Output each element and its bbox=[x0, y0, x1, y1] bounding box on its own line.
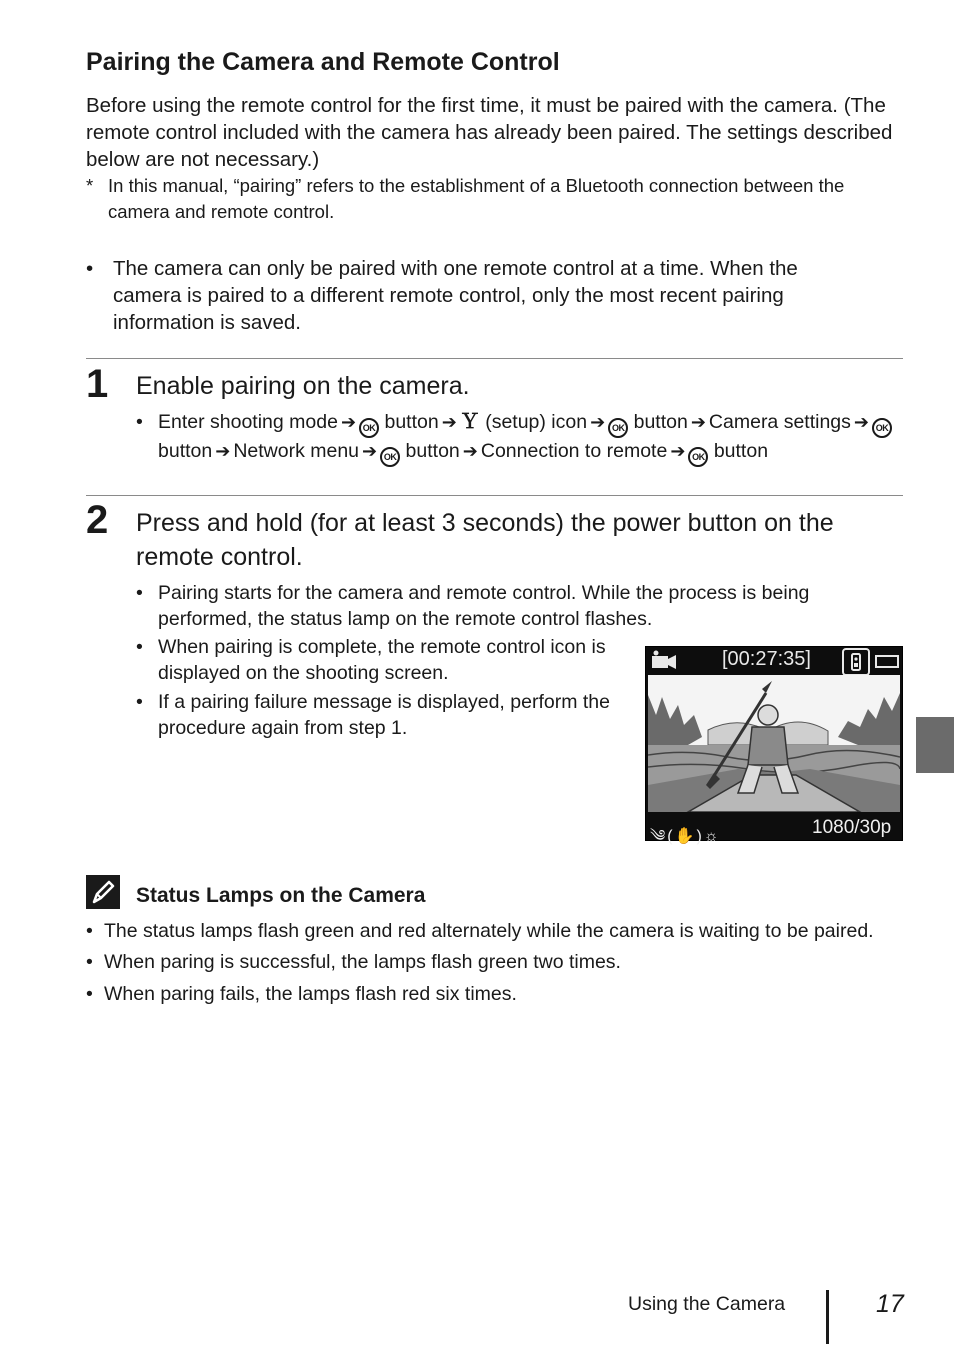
chapter-tab bbox=[916, 717, 954, 773]
bullet-text: The status lamps flash green and red alternately while the camera is waiting to be paired. bbox=[104, 920, 874, 942]
bullet-dot: • bbox=[136, 691, 143, 713]
bullet-dot: • bbox=[86, 920, 93, 942]
bullet-dot: • bbox=[136, 582, 143, 604]
ok-button-icon: OK bbox=[872, 418, 892, 438]
path-text: button bbox=[384, 411, 439, 433]
ok-button-icon: OK bbox=[688, 447, 708, 467]
path-network-menu: Network menu bbox=[233, 440, 360, 462]
path-setup-icon: (setup) icon bbox=[485, 411, 588, 433]
status-icons bbox=[650, 818, 721, 863]
remote-control-icon bbox=[842, 648, 870, 676]
section-title: Pairing the Camera and Remote Control bbox=[86, 48, 560, 76]
bullet-text: When pairing is complete, the remote control icon is displayed on the shooting screen. bbox=[158, 636, 606, 684]
footnote bbox=[86, 173, 901, 225]
memo-bullet bbox=[86, 918, 906, 944]
footnote-marker: * bbox=[86, 175, 94, 196]
note-pencil-icon bbox=[86, 875, 120, 909]
footer-section-label: Using the Camera bbox=[628, 1293, 786, 1315]
bullet-text: The camera can only be paired with one remote control at a time. When the camera is paired to a different remote control, only the most recent pairing information is saved. bbox=[113, 257, 798, 334]
memo-bullet bbox=[86, 981, 906, 1007]
arrow-right-icon: ➔ bbox=[215, 441, 231, 461]
arrow-right-icon: ➔ bbox=[853, 412, 869, 432]
arrow-right-icon: ➔ bbox=[670, 441, 686, 461]
step-1-heading: Enable pairing on the camera. bbox=[136, 372, 470, 400]
arrow-right-icon: ➔ bbox=[690, 412, 706, 432]
arrow-right-icon: ➔ bbox=[462, 441, 478, 461]
movie-record-icon bbox=[651, 650, 677, 670]
path-text: button bbox=[633, 411, 688, 433]
step-2-bullet bbox=[136, 634, 616, 686]
vibration-reduction-icon: (✋) bbox=[667, 828, 704, 845]
path-camera-settings: Camera settings bbox=[708, 411, 851, 433]
wrench-icon: Ｙ bbox=[459, 411, 480, 433]
bullet-text: If a pairing failure message is displayed, perform the procedure again from step 1. bbox=[158, 691, 610, 739]
wind-noise-icon: ༄ bbox=[650, 828, 668, 845]
bullet-dot: • bbox=[86, 951, 93, 973]
arrow-right-icon: ➔ bbox=[590, 412, 606, 432]
arrow-right-icon: ➔ bbox=[340, 412, 357, 432]
shooting-screen bbox=[645, 646, 903, 845]
arrow-right-icon: ➔ bbox=[362, 441, 378, 461]
ok-button-icon: OK bbox=[359, 418, 379, 438]
bullet-text: When paring is successful, the lamps flash green two times. bbox=[104, 951, 621, 973]
step-1-path bbox=[136, 409, 906, 467]
page-number: 17 bbox=[876, 1290, 904, 1318]
intro-paragraph: Before using the remote control for the first time, it must be paired with the camera. (The remote control included with the camera has already been paired. The settings described below are not necessary.) bbox=[86, 94, 893, 171]
step-1-number: 1 bbox=[86, 362, 109, 406]
ok-button-icon: OK bbox=[608, 418, 628, 438]
memo-bullet bbox=[86, 949, 906, 975]
bullet-text: Pairing starts for the camera and remote control. While the process is being performed, the status lamp on the remote control flashes. bbox=[158, 582, 810, 630]
step-2-bullet bbox=[136, 580, 906, 632]
recording-time: [00:27:35] bbox=[722, 648, 811, 670]
bullet-dot: • bbox=[86, 983, 93, 1005]
battery-icon bbox=[875, 655, 899, 668]
path-text: button bbox=[405, 440, 460, 462]
bullet-dot: • bbox=[86, 257, 94, 280]
bullet-dot: • bbox=[136, 636, 143, 658]
path-shooting-mode: Enter shooting mode bbox=[158, 411, 338, 433]
movie-resolution: 1080/30p bbox=[812, 817, 892, 838]
footnote-text: In this manual, “pairing” refers to the establishment of a Bluetooth connection between the camera and remote control. bbox=[108, 175, 845, 222]
scene-image bbox=[648, 675, 900, 812]
divider bbox=[86, 495, 903, 496]
white-balance-icon: ☼ bbox=[703, 828, 721, 845]
arrow-right-icon: ➔ bbox=[441, 412, 457, 432]
step-2-number: 2 bbox=[86, 498, 109, 542]
step-2-heading: Press and hold (for at least 3 seconds) the power button on the remote control. bbox=[136, 509, 834, 571]
path-connection-to-remote: Connection to remote bbox=[480, 440, 668, 462]
bullet-dot: • bbox=[136, 411, 143, 433]
pairing-limit-bullet bbox=[86, 255, 846, 336]
memo-title: Status Lamps on the Camera bbox=[136, 884, 426, 907]
footer-divider bbox=[826, 1290, 829, 1344]
bullet-text: When paring fails, the lamps flash red six times. bbox=[104, 983, 517, 1005]
step-2-bullet bbox=[136, 689, 616, 741]
divider bbox=[86, 358, 903, 359]
path-text: button bbox=[158, 440, 213, 462]
path-text: button bbox=[713, 440, 769, 462]
ok-button-icon: OK bbox=[380, 447, 400, 467]
